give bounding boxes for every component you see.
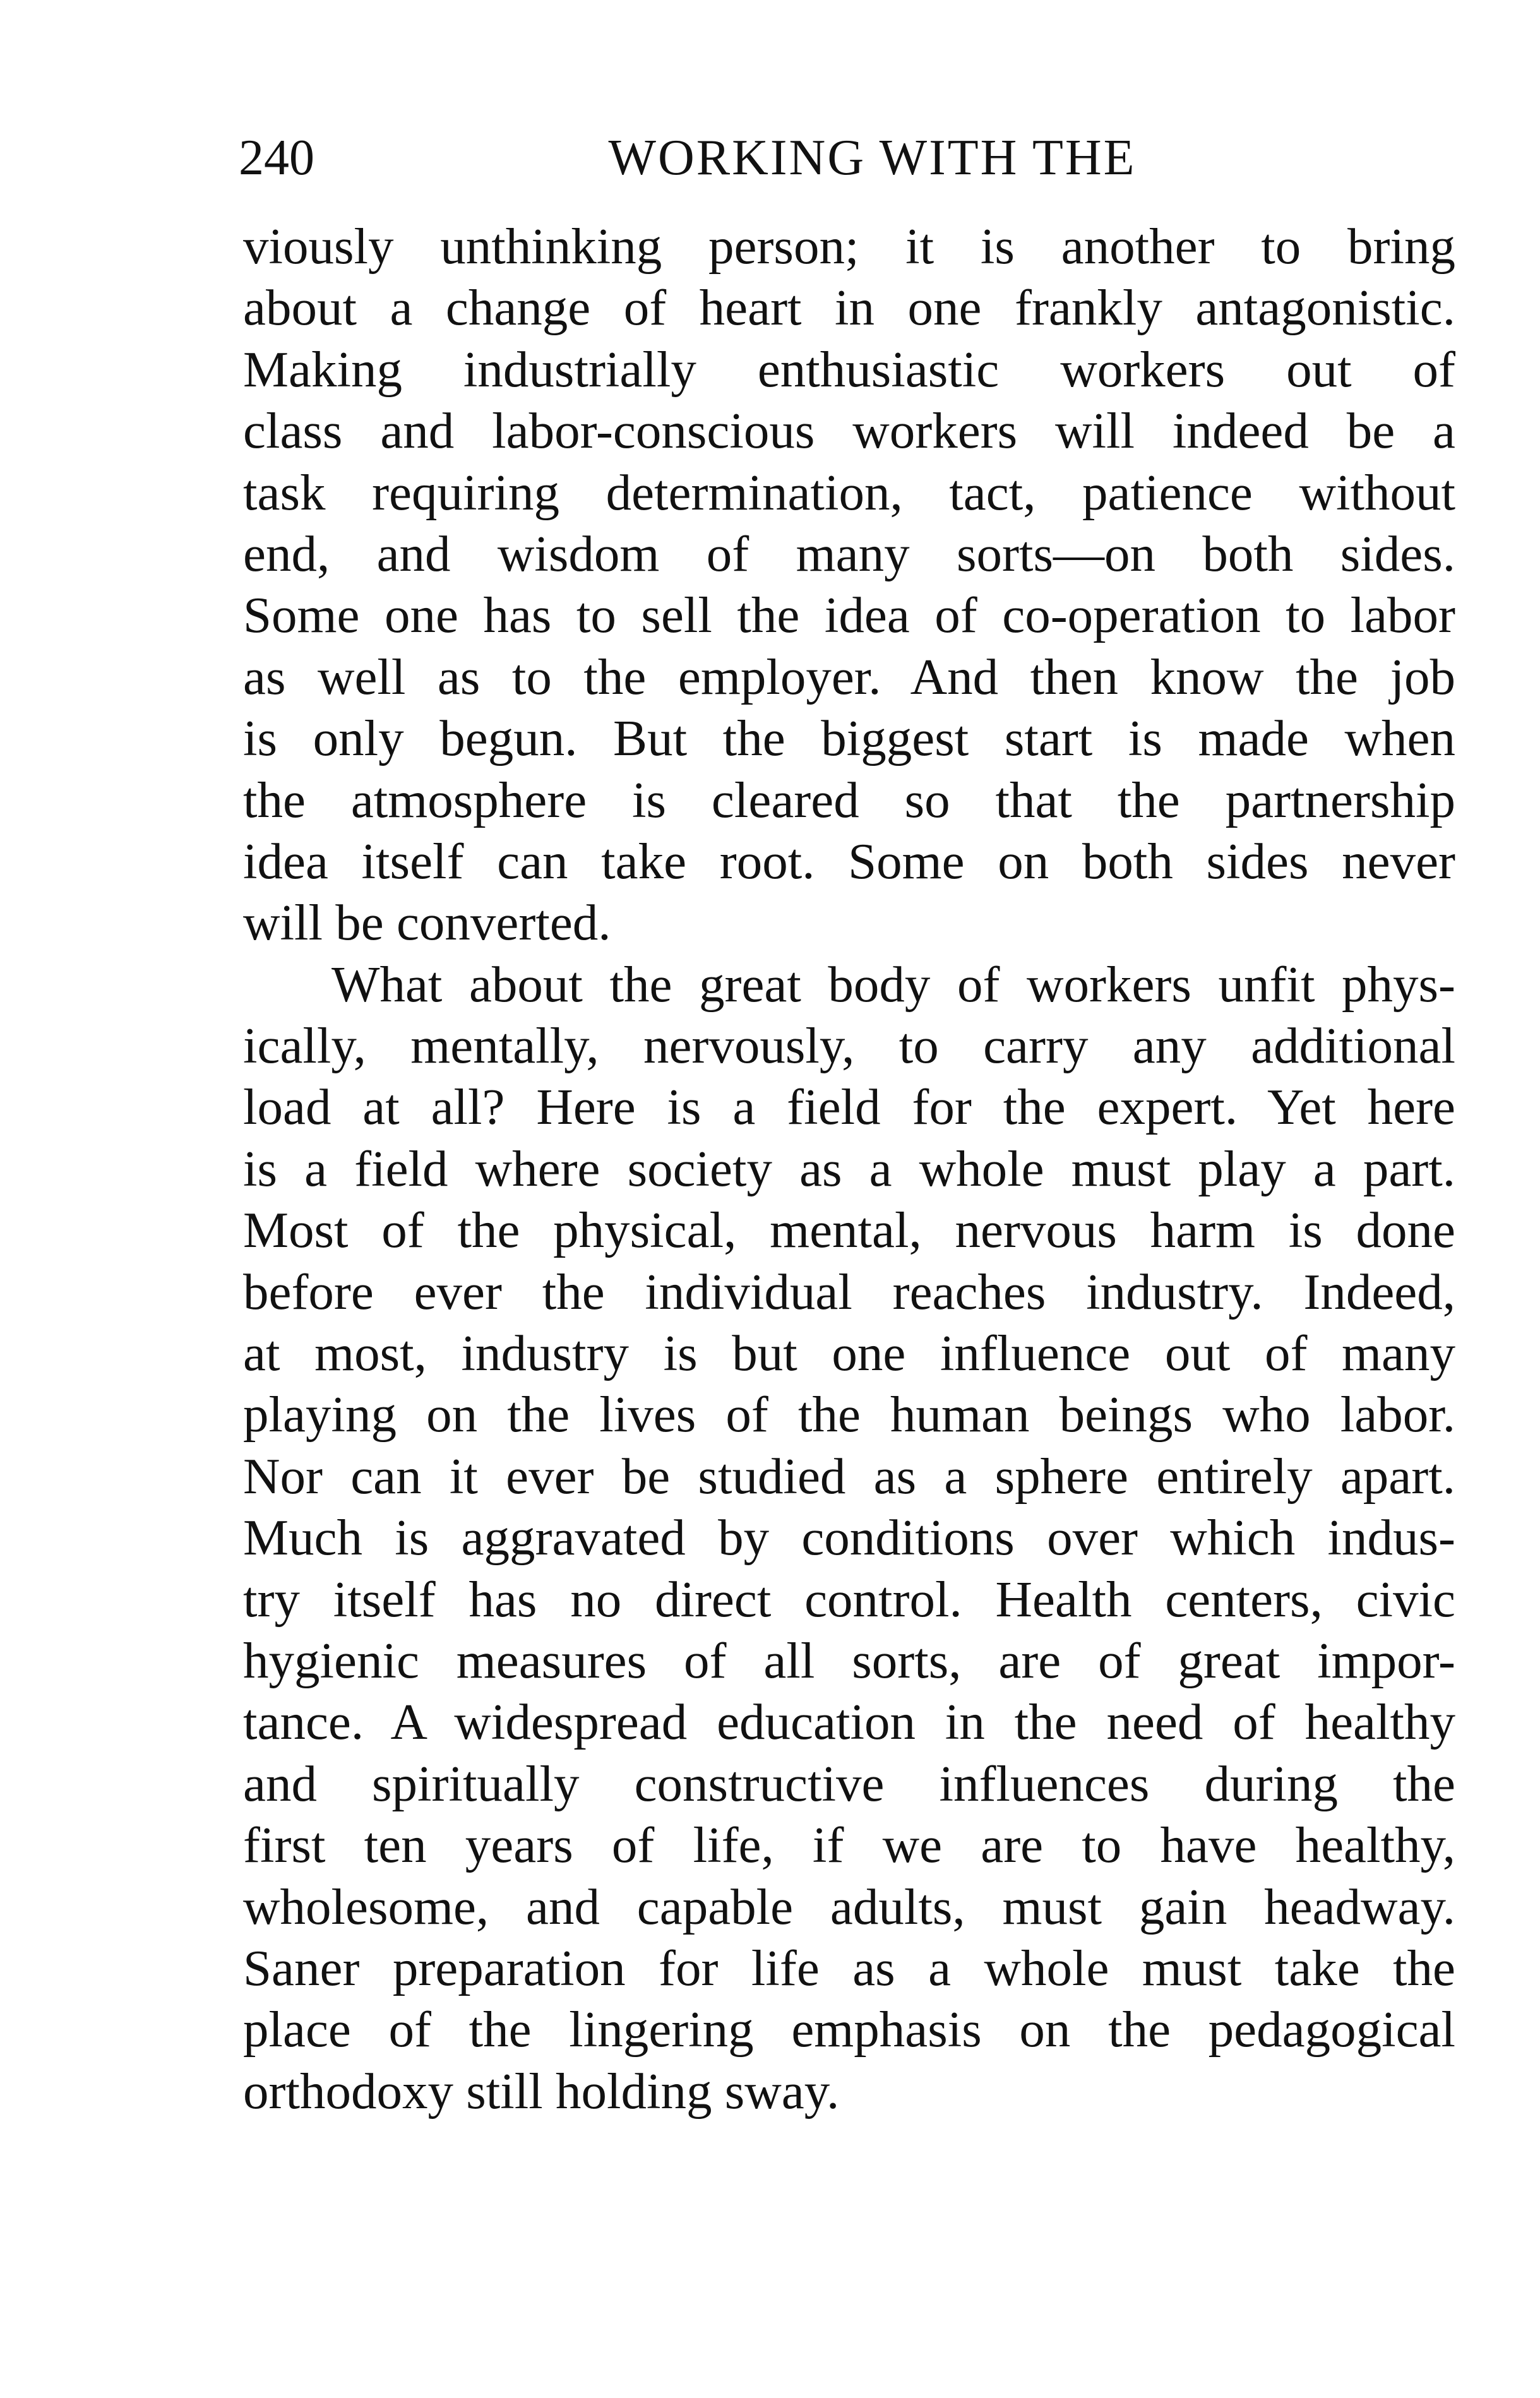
text-line: place of the lingering emphasis on the pedagogical (243, 2001, 1455, 2058)
text-line: Much is aggravated by conditions over which indus- (243, 1509, 1455, 1566)
text-line: class and labor-conscious workers will indeed be a (243, 402, 1455, 460)
text-line: at most, industry is but one influence out of many (243, 1325, 1455, 1382)
page-number: 240 (239, 130, 314, 186)
text-line: end, and wisdom of many sorts—on both sides. (243, 525, 1455, 582)
text-line: Nor can it ever be studied as a sphere entirely apart. (243, 1447, 1455, 1505)
text-line: as well as to the employer. And then know the job (243, 648, 1455, 705)
text-line: about a change of heart in one frankly antagonistic. (243, 279, 1455, 337)
text-line: ically, mentally, nervously, to carry any additional (243, 1017, 1455, 1075)
text-line: and spiritually constructive influences during the (243, 1755, 1455, 1812)
text-line: the atmosphere is cleared so that the partnership (243, 771, 1455, 828)
text-line: orthodoxy still holding sway. (243, 2062, 840, 2120)
text-line: task requiring determination, tact, patience without (243, 463, 1455, 521)
text-line: is a field where society as a whole must play a part. (243, 1140, 1455, 1197)
text-line: load at all? Here is a field for the expert. Yet here (243, 1078, 1455, 1136)
text-line: wholesome, and capable adults, must gain headway. (243, 1878, 1455, 1935)
text-line: tance. A widespread education in the need of healthy (243, 1693, 1455, 1751)
text-line: first ten years of life, if we are to have healthy, (243, 1816, 1455, 1874)
text-line: Saner preparation for life as a whole must take the (243, 1939, 1455, 1996)
text-line: viously unthinking person; it is another to bring (243, 218, 1455, 275)
page-header (239, 126, 1455, 189)
text-line: is only begun. But the biggest start is made when (243, 710, 1455, 767)
text-line: Most of the physical, mental, nervous harm is done (243, 1202, 1455, 1259)
text-line: hygienic measures of all sorts, are of great impor- (243, 1631, 1455, 1689)
text-line: try itself has no direct control. Health centers, civic (243, 1570, 1455, 1628)
text-line: will be converted. (243, 894, 611, 951)
running-title: WORKING WITH THE (608, 130, 1137, 186)
page-body (243, 216, 1455, 2122)
text-line: before ever the individual reaches industry. Indeed, (243, 1263, 1455, 1320)
text-line: Some one has to sell the idea of co-operation to labor (243, 587, 1455, 644)
text-line: Making industrially enthusiastic workers out of (243, 340, 1455, 398)
text-line: idea itself can take root. Some on both sides never (243, 832, 1455, 890)
text-line: What about the great body of workers unfit phys- (331, 955, 1455, 1013)
text-line: playing on the lives of the human beings who labor. (243, 1386, 1455, 1443)
